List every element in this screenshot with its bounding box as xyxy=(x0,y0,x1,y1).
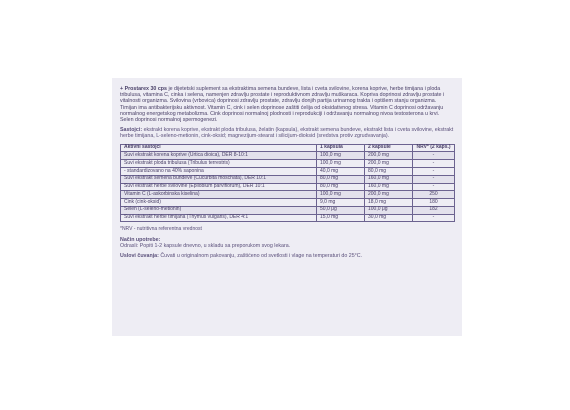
amount-one-capsule: 100,0 mg xyxy=(317,152,365,160)
product-description: je dijetetski suplement sa ekstraktima semena bundeve, lista i cveta svilovine, korena koprive, herbe timijana i ploda tribulusa, vitamina C, cinka i selena, namenjen zdravlju prostate i reproduktivnom zdravlju muškaraca. Kopriva doprinosi zdravlju prostate i vitalnosti organizma. Svilovina (vrbovica) doprinosi zdravlju prostate, zdravlju donjih partija urinarnog trakta i optišem stanju organizma. Timijan ima antibakterijsku aktivnost. Vitamin C, cink i selen doprinose zaštiti ćelija od oksidativnog stresa. Vitamin C doprinosi održavanju normalnog energetskog metabolizma. Cink doprinosi normalnoj plodnosti i reprodukciji i održavanju normalnog nivoa testosterona u krvi. Selen doprinosi normalnoj spermogenezi. xyxy=(120,86,445,124)
amount-one-capsule: 100,0 mg xyxy=(317,160,365,168)
header-two-capsules: 2 kapsule xyxy=(365,144,413,152)
amount-two-capsules: 200,0 mg xyxy=(365,160,413,168)
product-description-paragraph xyxy=(120,86,454,123)
table-row xyxy=(121,175,455,183)
amount-two-capsules: 160,0 mg xyxy=(365,183,413,191)
usage-section xyxy=(120,237,454,249)
header-one-capsule: 1 kapsula xyxy=(317,144,365,152)
amount-one-capsule: 9,0 mg xyxy=(317,199,365,207)
amount-one-capsule: 80,0 mg xyxy=(317,183,365,191)
table-row xyxy=(121,152,455,160)
amount-one-capsule: 15,0 mg xyxy=(317,214,365,222)
table-row xyxy=(121,191,455,199)
ingredient-name: Cink (cink-oksid) xyxy=(121,199,317,207)
amount-two-capsules: 30,0 mg xyxy=(365,214,413,222)
ingredient-name: Selen (L-seleno-metionin) xyxy=(121,206,317,214)
ingredient-name: Suvi ekstrakt herbe svilovine (Epilobium parviflorum), DER 10:1 xyxy=(121,183,317,191)
header-active-ingredients: Aktivni sastojci xyxy=(121,144,317,152)
nrv-value: 182 xyxy=(413,206,455,214)
nrv-value: 180 xyxy=(413,199,455,207)
table-row xyxy=(121,183,455,191)
ingredient-name: Vitamin C (L-askorbinska kiselina) xyxy=(121,191,317,199)
nrv-value: - xyxy=(413,175,455,183)
storage-label: Uslovi čuvanja: xyxy=(120,253,159,260)
header-nrv: NRV* (2 kaps.) xyxy=(413,144,455,152)
active-ingredients-table xyxy=(120,144,455,223)
nrv-value: - xyxy=(413,160,455,168)
ingredient-name: Suvi ekstrakt semena bundeve (Cucurbita moschata), DER 10:1 xyxy=(121,175,317,183)
amount-one-capsule: 80,0 mg xyxy=(317,175,365,183)
nrv-value: - xyxy=(413,152,455,160)
ingredients-paragraph xyxy=(120,127,454,139)
nrv-value: - xyxy=(413,167,455,175)
amount-one-capsule: 40,0 mg xyxy=(317,167,365,175)
product-name: + Prostarex 30 cps xyxy=(120,86,167,92)
ingredients-text: ekstrakt korena koprive, ekstrakt ploda tribulusa, želatin (kapsula), ekstrakt semena bundeve, ekstrakt lista i cveta svilovine, ekstrakt herbe timijana, L-seleno-metionin, cink-oksid; magnezijum-stearat i silicijum-dioksid (sredstva protiv zgrudvavanja). xyxy=(120,127,454,140)
nrv-value: 250 xyxy=(413,191,455,199)
table-row xyxy=(121,206,455,214)
table-row xyxy=(121,167,455,175)
table-row xyxy=(121,199,455,207)
amount-one-capsule: 50,0 μg xyxy=(317,206,365,214)
usage-label: Način upotrebe: xyxy=(120,236,161,243)
amount-two-capsules: 200,0 mg xyxy=(365,191,413,199)
ingredient-name: Suvi ekstrakt ploda tribulusa (Tribulus terrestris) xyxy=(121,160,317,168)
table-header-row xyxy=(121,144,455,152)
product-label xyxy=(112,78,462,336)
ingredient-name: Suvi ekstrakt korena koprive (Urtica dioica), DER 8-10:1 xyxy=(121,152,317,160)
ingredient-name: - standardizovano na 40% saponina xyxy=(121,167,317,175)
label-content xyxy=(120,86,454,259)
table-row xyxy=(121,214,455,222)
ingredients-label: Sastojci: xyxy=(120,127,143,134)
amount-one-capsule: 100,0 mg xyxy=(317,191,365,199)
nrv-footnote: *NRV - nutritivna referentna vrednost xyxy=(120,226,202,233)
nrv-value: - xyxy=(413,183,455,191)
nrv-value: - xyxy=(413,214,455,222)
storage-section xyxy=(120,253,454,259)
amount-two-capsules: 18,0 mg xyxy=(365,199,413,207)
amount-two-capsules: 200,0 mg xyxy=(365,152,413,160)
ingredient-name: Suvi ekstrakt herbe timijana (Thymus vulgaris), DER 4:1 xyxy=(121,214,317,222)
storage-text: Čuvati u originalnom pakovanju, zaštićeno od svetlosti i vlage na temperaturi do 25°C. xyxy=(160,253,363,260)
usage-text: Odrasli: Popiti 1-2 kapsule dnevno, u skladu sa preporukom svog lekara. xyxy=(120,242,291,249)
amount-two-capsules: 160,0 mg xyxy=(365,175,413,183)
amount-two-capsules: 100,0 μg xyxy=(365,206,413,214)
amount-two-capsules: 80,0 mg xyxy=(365,167,413,175)
table-row xyxy=(121,160,455,168)
